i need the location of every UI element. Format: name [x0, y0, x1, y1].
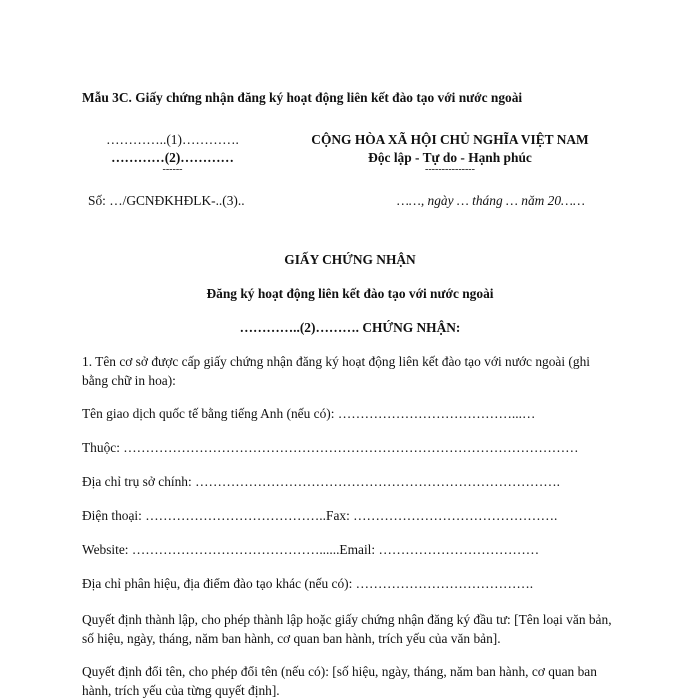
document-date: ……, ngày … tháng … năm 20……: [397, 193, 585, 208]
belongs-field: Thuộc: …………………………………………………………………………………………: [82, 440, 579, 455]
certificate-title: GIẤY CHỨNG NHẬN: [284, 252, 416, 267]
item-1-institution-name: 1. Tên cơ sở được cấp giấy chứng nhận đăng ký hoạt động liên kết đào tạo với nước ngoài (ghi bằng chữ in hoa):: [82, 354, 591, 388]
form-title: Mẫu 3C. Giấy chứng nhận đăng ký hoạt động liên kết đào tạo với nước ngoài: [82, 90, 523, 105]
establishment-decision-field: Quyết định thành lập, cho phép thành lập hoặc giấy chứng nhận đăng ký đầu tư: [Tên loại văn bản, số hiệu, ngày, tháng, năm ban hành, cơ quan ban hành, trích yếu của văn bản].: [82, 612, 612, 646]
rename-decision-field: Quyết định đổi tên, cho phép đổi tên (nếu có): [số hiệu, ngày, tháng, năm ban hành, cơ quan ban hành, trích yếu của từng quyết định].: [82, 664, 597, 698]
certificate-subtitle: Đăng ký hoạt động liên kết đào tạo với nước ngoài: [206, 286, 494, 301]
document-number: Số: …/GCNĐKHĐLK-..(3)..: [88, 193, 245, 208]
national-rule: ---------------: [425, 164, 475, 175]
agency-line-1: …………..(1)………….: [106, 132, 239, 147]
phone-fax-field: Điện thoại: …………………………………..Fax: ……………………………………….: [82, 508, 558, 523]
national-motto: Độc lập - Tự do - Hạnh phúc: [368, 150, 532, 165]
intl-name-field: Tên giao dịch quốc tế bằng tiếng Anh (nếu có): …………………………………...…: [82, 406, 536, 421]
address-field: Địa chỉ trụ sở chính: ……………………………………………………………………….: [82, 474, 560, 489]
certifies-line: …………..(2)………. CHỨNG NHẬN:: [239, 320, 461, 335]
branch-address-field: Địa chỉ phân hiệu, địa điểm đào tạo khác (nếu có): ………………………………….: [82, 576, 534, 591]
agency-line-2: …………(2)…………: [111, 150, 234, 165]
national-title: CỘNG HÒA XÃ HỘI CHỦ NGHĨA VIỆT NAM: [311, 132, 589, 147]
agency-rule: ------: [162, 164, 183, 175]
website-email-field: Website: ……………………………………......Email: ………………………………: [82, 542, 540, 557]
